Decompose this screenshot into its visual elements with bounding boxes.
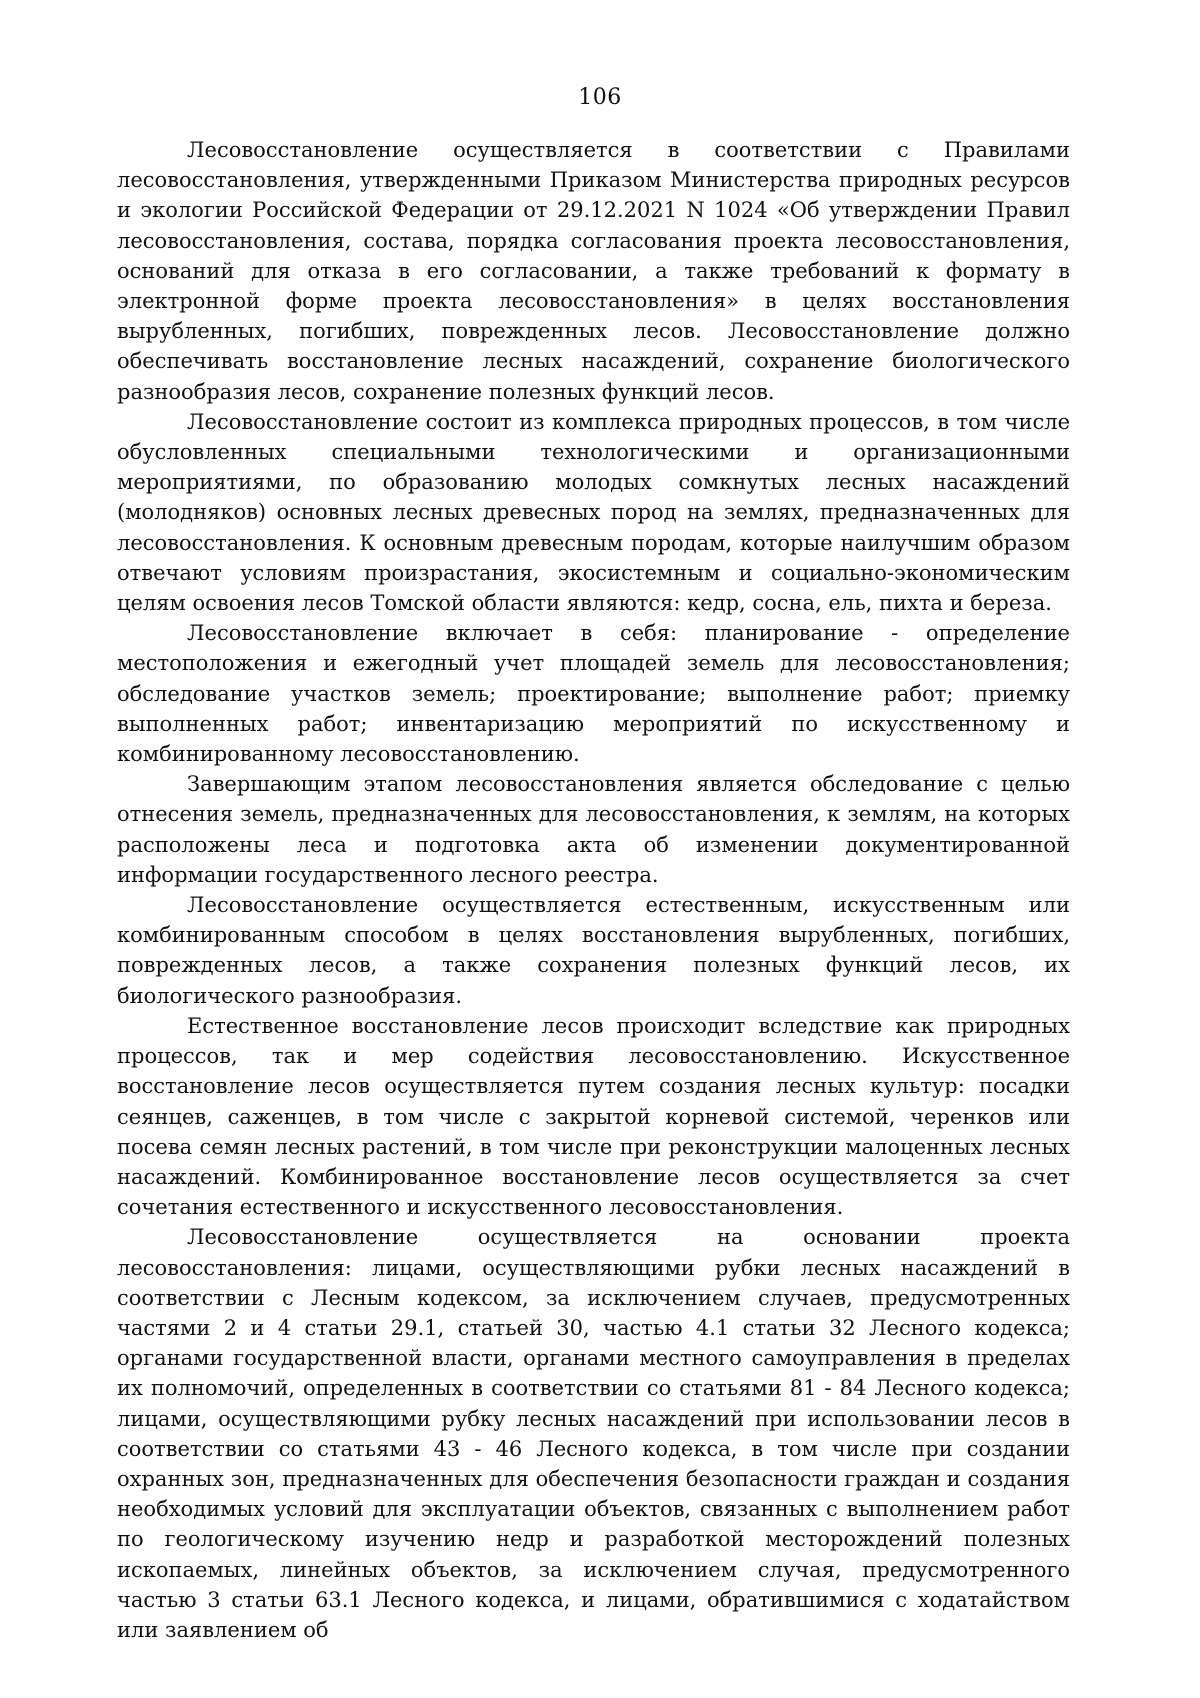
- paragraph-3: Лесовосстановление включает в себя: планирование - определение местоположения и ежегодный учет площадей земель для лесовосстановления; обследование участков земель; проектирование; выполнение работ; приемку выполненных работ; инвентаризацию мероприятий по искусственному и комбинированному лесовосстановлению.: [117, 621, 1070, 767]
- paragraph-5: Лесовосстановление осуществляется естественным, искусственным или комбинированным способом в целях восстановления вырубленных, погибших, поврежденных лесов, а также сохранения полезных функций лесов, их биологического разнообразия.: [117, 893, 1070, 1008]
- paragraph-7: Лесовосстановление осуществляется на основании проекта лесовосстановления: лицами, осуществляющими рубки лесных насаждений в соответствии с Лесным кодексом, за исключением случаев, предусмотренных частями 2 и 4 статьи 29.1, статьей 30, частью 4.1 статьи 32 Лесного кодекса; органами государственной власти, органами местного самоуправления в пределах их полномочий, определенных в соответствии со статьями 81 - 84 Лесного кодекса; лицами, осуществляющими рубку лесных насаждений при использовании лесов в соответствии со статьями 43 - 46 Лесного кодекса, в том числе при создании охранных зон, предназначенных для обеспечения безопасности граждан и создания необходимых условий для эксплуатации объектов, связанных с выполнением работ по геологическому изучению недр и разработкой месторождений полезных ископаемых, линейных объектов, за исключением случая, предусмотренного частью 3 статьи 63.1 Лесного кодекса, и лицами, обратившимися с ходатайством или заявлением об: [117, 1225, 1070, 1642]
- document-body: [117, 135, 1070, 1645]
- page-number: 106: [578, 85, 622, 110]
- paragraph-6: Естественное восстановление лесов происходит вследствие как природных процессов, так и мер содействия лесовосстановлению. Искусственное восстановление лесов осуществляется путем создания лесных культур: посадки сеянцев, саженцев, в том числе с закрытой корневой системой, черенков или посева семян лесных растений, в том числе при реконструкции малоценных лесных насаждений. Комбинированное восстановление лесов осуществляется за счет сочетания естественного и искусственного лесовосстановления.: [117, 1013, 1070, 1220]
- paragraph-1: Лесовосстановление осуществляется в соответствии с Правилами лесовосстановления, утвержденными Приказом Министерства природных ресурсов и экологии Российской Федерации от 29.12.2021 N 1024 «Об утверждении Правил лесовосстановления, состава, порядка согласования проекта лесовосстановления, оснований для отказа в его согласовании, а также требований к формату в электронной форме проекта лесовосстановления» в целях восстановления вырубленных, погибших, поврежденных лесов. Лесовосстановление должно обеспечивать восстановление лесных насаждений, сохранение биологического разнообразия лесов, сохранение полезных функций лесов.: [117, 138, 1070, 404]
- paragraph-2: Лесовосстановление состоит из комплекса природных процессов, в том числе обусловленных специальными технологическими и организационными мероприятиями, по образованию молодых сомкнутых лесных насаждений (молодняков) основных лесных древесных пород на землях, предназначенных для лесовосстановления. К основным древесным породам, которые наилучшим образом отвечают условиям произрастания, экосистемным и социально-экономическим целям освоения лесов Томской области являются: кедр, сосна, ель, пихта и береза.: [117, 409, 1070, 616]
- paragraph-4: Завершающим этапом лесовосстановления является обследование с целью отнесения земель, предназначенных для лесовосстановления, к землям, на которых расположены леса и подготовка акта об изменении документированной информации государственного лесного реестра.: [117, 772, 1070, 887]
